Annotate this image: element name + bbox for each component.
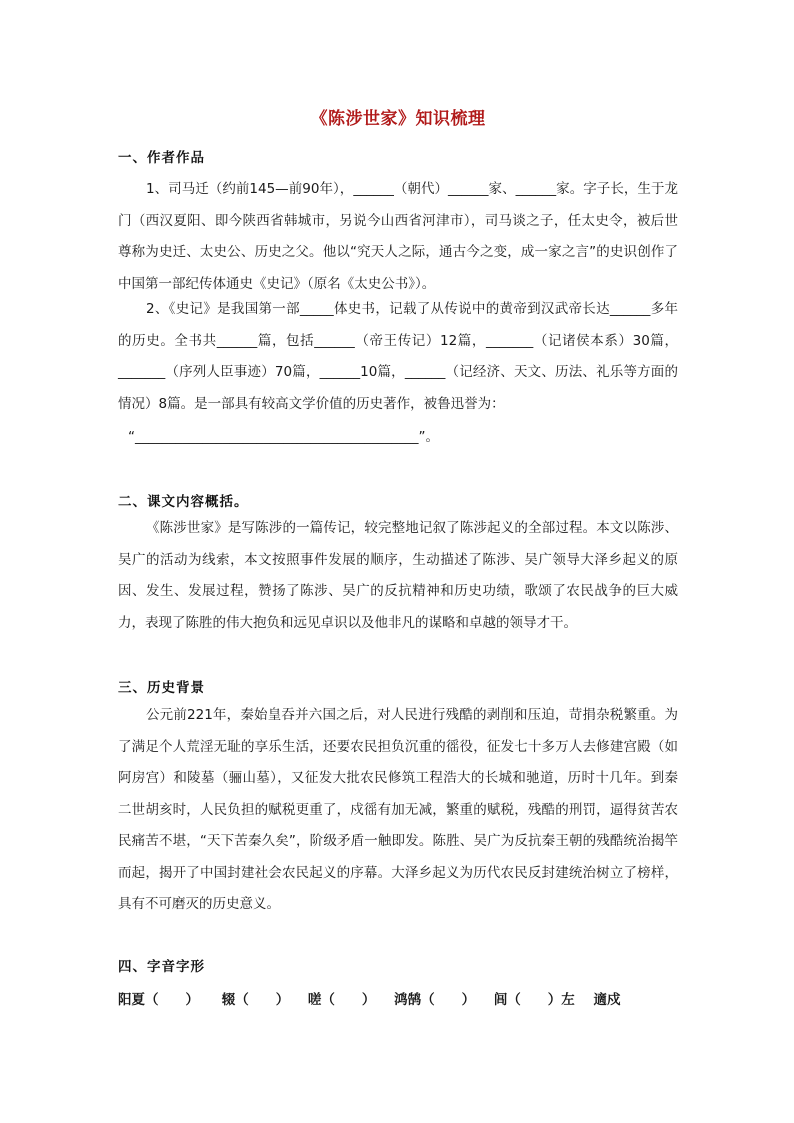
section-heading-background: 三、历史背景: [118, 680, 205, 696]
section-heading-pronunciation: 四、字音字形: [118, 959, 205, 975]
paragraph-shiji-intro: 2、《史记》是我国第一部_____体史书，记载了从传说中的黄帝到汉武帝长达______多年的历史。全书共______篇，包括______（帝王传记）12篇，_______（记诸侯本系）30篇，_______（序列人臣事迹）70篇，______10篇，______（记经济、天文、历法、礼乐等方面的情况）8篇。是一部具有较高文学价值的历史著作，被鲁迅誉为：: [118, 301, 678, 412]
section-heading-summary: 二、课文内容概括。: [118, 494, 249, 510]
paragraph-summary: 《陈涉世家》是写陈涉的一篇传记，较完整地记叙了陈涉起义的全部过程。本文以陈涉、吴广的活动为线索，本文按照事件发展的顺序，生动描述了陈涉、吴广领导大泽乡起义的原因、发生、发展过程，赞扬了陈涉、吴广的反抗精神和历史功绩，歌颂了农民战争的巨大威力，表现了陈胜的伟大抱负和远见卓识以及他非凡的谋略和卓越的领导才干。: [118, 520, 678, 631]
char-item: 適戍: [593, 992, 621, 1008]
pronunciation-items: [118, 988, 621, 1008]
paragraph-author-intro: 1、司马迁（约前145—前90年），______（朝代）______家、______家。字子长，生于龙门（西汉夏阳、即今陕西省韩城市，另说今山西省河津市），司马谈之子，任太史令，被后世尊称为史迁、太史公、历史之父。他以“究天人之际，通古今之变，成一家之言”的史识创作了中国第一部纪传体通史《史记》（原名《太史公书》）。: [118, 181, 678, 292]
page-title: 《陈涉世家》知识梳理: [310, 109, 486, 129]
char-item: 阳夏（ ）: [118, 992, 199, 1008]
char-item: 鸿鹄（ ）: [394, 992, 476, 1008]
section-heading-author: 一、作者作品: [118, 150, 205, 166]
char-item: 嗟（ ）: [307, 992, 376, 1008]
char-item: 辍（ ）: [221, 992, 290, 1008]
quote-blank-line: “__________________________________________”。: [128, 429, 439, 445]
char-item: 闾（ ）左: [493, 992, 575, 1008]
paragraph-background: 公元前221年，秦始皇吞并六国之后，对人民进行残酷的剥削和压迫，苛捐杂税繁重。为了满足个人荒淫无耻的享乐生活，还要农民担负沉重的徭役，征发七十多万人去修建宫殿（如阿房宫）和陵墓（骊山墓），又征发大批农民修筑工程浩大的长城和驰道，历时十几年。到秦二世胡亥时，人民负担的赋税更重了，戍徭有加无减，繁重的赋税，残酷的刑罚，逼得贫苦农民痛苦不堪，“天下苦秦久矣”，阶级矛盾一触即发。陈胜、吴广为反抗秦王朝的残酷统治揭竿而起，揭开了中国封建社会农民起义的序幕。大泽乡起义为历代农民反封建统治树立了榜样，具有不可磨灭的历史意义。: [118, 707, 678, 912]
